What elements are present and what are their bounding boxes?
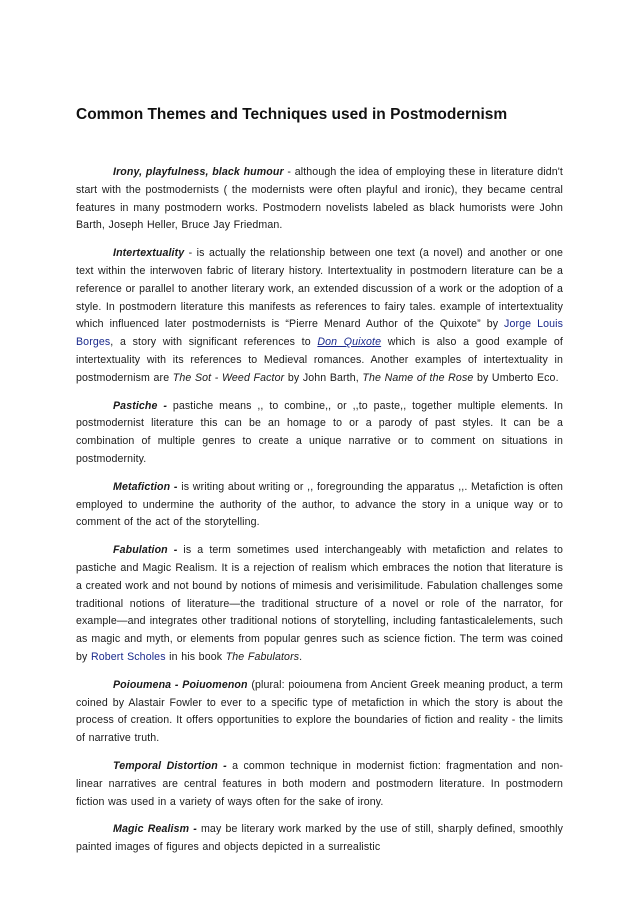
robert-scholes-link[interactable]: Robert Scholes (91, 650, 166, 663)
section-irony-text: - although the idea of employing these in literature didn't start with the postmodernists ( the modernists were often playful and ironic), they became central features in many postmodern works. Postmodern novelists labeled as black humorists were John Barth, Joseph Heller, Bruce Jay Friedman. (76, 166, 563, 232)
section-metafiction-text: is writing about writing or ,, foregrounding the apparatus ,,. Metafiction is often employed to undermine the authority of the author, to advance the story in a unique way or to comment of the act of the storytelling. (76, 480, 563, 529)
section-temporal-distortion (76, 758, 563, 811)
section-fabulation (76, 542, 563, 667)
title-the-fabulators: The Fabulators (225, 650, 300, 663)
section-intertextuality-text-a: - is actually the relationship between one text (a novel) and another or one text within the interwoven fabric of literary history. Intertextuality in postmodern literature can be a reference or parallel to another literary work, an extended discussion of a work or the adoption of a style. In postmodern literature this manifests as references to fairy tales. example of intertextuality which influenced later postmodernists is “Pierre Menard Author of the Quixote” by (76, 247, 563, 331)
term-fabulation: Fabulation - (113, 544, 178, 557)
section-pastiche-text: pastiche means ,, to combine,, or ,,to paste,, together multiple elements. In postmodernist literature this can be an homage to or a parody of past styles. It can be a combination of multiple genres to create a unique narrative or to comment on situations in postmodernity. (76, 399, 564, 465)
section-temporal-distortion-text: a common technique in modernist fiction: fragmentation and non-linear narratives are central features in both modern and postmodern literature. In postmodern fiction was used in a variety of ways often for the sake of irony. (76, 759, 563, 808)
term-pastiche: Pastiche - (113, 399, 168, 412)
section-intertextuality-text-b: , a story with significant references to (110, 336, 318, 349)
section-poioumena-text: (plural: poioumena from Ancient Greek meaning product, a term coined by Alastair Fowler to ever to a specific type of metafiction in which the story is about the process of creation. It offers opportunities to explore the boundaries of fiction and reality - the limits of narrative truth. (76, 678, 563, 745)
page-title: Common Themes and Techniques used in Postmodernism (76, 106, 508, 123)
don-quixote-link[interactable]: Don Quixote (317, 336, 382, 349)
document-page (76, 104, 563, 867)
title-name-of-the-rose: The Name of the Rose (362, 371, 474, 384)
term-magic-realism: Magic Realism - (113, 823, 197, 836)
section-intertextuality (76, 245, 563, 387)
section-poioumena (76, 677, 563, 748)
term-intertextuality: Intertextuality (113, 247, 185, 260)
section-magic-realism (76, 821, 563, 857)
title-sot-weed-factor: The Sot - Weed Factor (172, 371, 285, 384)
section-metafiction (76, 479, 563, 532)
term-irony: Irony, playfulness, black humour (113, 166, 284, 178)
section-fabulation-text-a: is a term sometimes used interchangeably with metafiction and relates to pastiche and Magic Realism. It is a rejection of realism which embraces the notion that literature is a created work and not bound by notions of mimesis and verisimilitude. Fabulation challenges some traditional notions of literature—the traditional structure of a novel or role of the narrator, for example—and integrates other traditional notions of storytelling, including fantasticalelements, such as magic and myth, or elements from popular genres such as science fiction. The term was coined by (76, 544, 563, 663)
term-metafiction: Metafiction - (113, 480, 178, 493)
section-pastiche (76, 398, 563, 469)
borges-link[interactable]: Jorge Louis Borges (76, 318, 563, 349)
section-intertextuality-text-e: by Umberto Eco. (473, 371, 559, 384)
term-poioumena: Poioumena - Poiuomenon (113, 678, 248, 691)
section-fabulation-text-b: in his book (165, 650, 226, 663)
section-irony (76, 164, 563, 235)
section-magic-realism-text: may be literary work marked by the use of still, sharply defined, smoothly painted images of figures and objects depicted in a surrealistic (76, 823, 563, 854)
section-fabulation-text-c: . (299, 650, 303, 663)
section-intertextuality-text-c: which is also a good example of intertextuality with its references to Medieval romances. Another examples of intertextuality in postmodernism are (76, 336, 563, 384)
section-intertextuality-text-d: by John Barth, (284, 371, 363, 384)
term-temporal-distortion: Temporal Distortion - (113, 759, 227, 772)
